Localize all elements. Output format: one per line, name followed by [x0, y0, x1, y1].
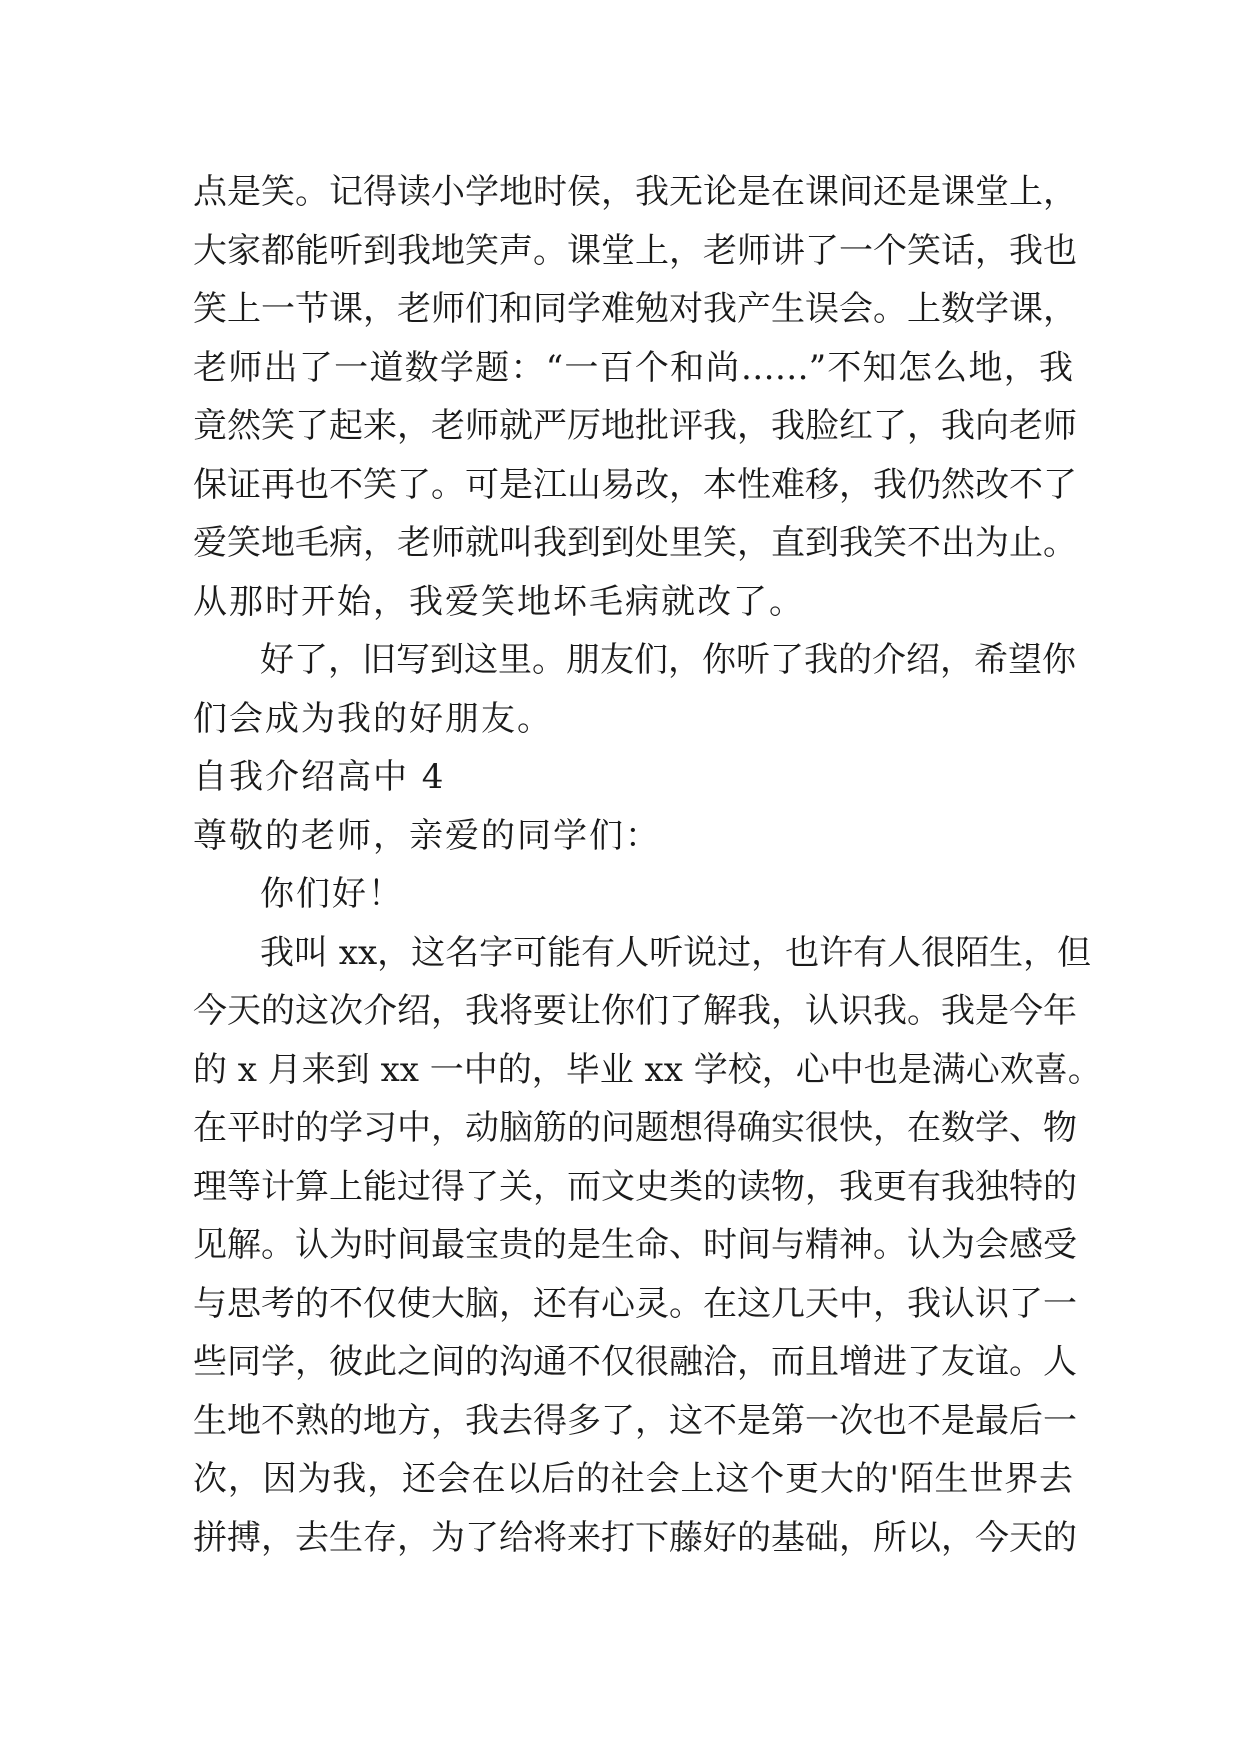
- text-line: 见解。认为时间最宝贵的是生命、时间与精神。认为会感受: [193, 1225, 1077, 1265]
- text-line: 的 x 月来到 xx 一中的，毕业 xx 学校，心中也是满心欢喜。: [193, 1049, 1102, 1090]
- text-line: 次，因为我，还会在以后的社会上这个更大的'陌生世界去: [193, 1459, 1073, 1499]
- text-line: 理等计算上能过得了关，而文史类的读物，我更有我独特的: [193, 1166, 1077, 1207]
- section-heading: 自我介绍高中 4: [193, 757, 446, 797]
- text-line: 笑上一节课，老师们和同学难勉对我产生误会。上数学课，: [193, 289, 1077, 329]
- text-line: 老师出了一道数学题：“一百个和尚……”不知怎么地，我: [193, 347, 1073, 388]
- text-line: 拼搏，去生存，为了给将来打下藤好的基础，所以，今天的: [193, 1517, 1077, 1558]
- text-line: 在平时的学习中，动脑筋的问题想得确实很快，在数学、物: [193, 1108, 1077, 1148]
- greeting: 你们好！: [260, 874, 404, 914]
- text-line: 今天的这次介绍，我将要让你们了解我，认识我。我是今年: [193, 991, 1077, 1031]
- text-line: 与思考的不仅使大脑，还有心灵。在这几天中，我认识了一: [193, 1283, 1077, 1324]
- text-line: 从那时开始，我爱笑地坏毛病就改了。: [193, 581, 805, 622]
- text-line: 爱笑地毛病，老师就叫我到到处里笑，直到我笑不出为止。: [193, 523, 1077, 563]
- text-line: 生地不熟的地方，我去得多了，这不是第一次也不是最后一: [193, 1400, 1077, 1441]
- text-line: 竟然笑了起来，老师就严厉地批评我，我脸红了，我向老师: [193, 406, 1077, 446]
- salutation: 尊敬的老师，亲爱的同学们：: [193, 815, 661, 856]
- text-line: 大家都能听到我地笑声。课堂上，老师讲了一个笑话，我也: [193, 230, 1077, 271]
- text-line: 好了，旧写到这里。朋友们，你听了我的介绍，希望你: [260, 640, 1076, 680]
- text-line: 我叫 xx，这名字可能有人听说过，也许有人很陌生，但: [260, 932, 1092, 973]
- document-body: [193, 163, 1102, 1567]
- text-line: 点是笑。记得读小学地时侯，我无论是在课间还是课堂上，: [193, 172, 1077, 212]
- text-line: 们会成为我的好朋友。: [193, 698, 553, 739]
- text-line: 些同学，彼此之间的沟通不仅很融洽，而且增进了友谊。人: [193, 1342, 1077, 1382]
- text-line: 保证再也不笑了。可是江山易改，本性难移，我仍然改不了: [193, 464, 1077, 505]
